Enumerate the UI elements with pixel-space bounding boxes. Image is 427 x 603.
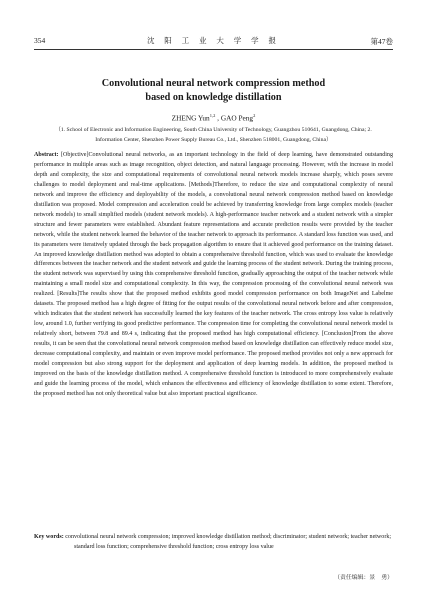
paper-title xyxy=(34,77,393,105)
objective-text: Convolutional neural networks, as an important technology in the field of deep learning, have demonstrated outstanding performance in multiple areas such as image recognition, object detection, and natural language processing. However, with the increase in model depth and complexity, the size and computational requirements of convolutional neural network models increase sharply, which poses severe challenges to model deployment and real-time applications. xyxy=(34,152,393,188)
results-label: [Results] xyxy=(57,291,80,298)
volume-number: 第47卷 xyxy=(370,37,393,46)
author-affiliation-mark: 2 xyxy=(253,113,256,118)
author-name: ZHENG Yun xyxy=(171,113,210,123)
affiliation: （1. School of Electronic and Information Engineering, South China University of Technology, Guangzhou 510641, Guangdong, China; 2. Information Center, Shenzhen Power Supply Bureau Co., Ltd., Shenzhen 518001, Guangdong, China） xyxy=(55,127,372,143)
objective-label: [Objective] xyxy=(60,152,89,158)
header-rule xyxy=(34,49,393,50)
abstract xyxy=(34,151,393,400)
author-affiliation-mark: 1,2 xyxy=(209,113,216,118)
methods-text: Therefore, to reduce the size and computational complexity of neural network and improve the efficiency and deployability of the models, a convolutional neural network compression method based on knowledge distillation was proposed. Model compression and acceleration could be achieved by transferring knowledge from large complex models (teacher network models) to small simplified models (student network models). A high-performance teacher network and a student network with a simpler structure and fewer parameters were established. Abundant feature representations and accurate prediction results were provided by the teacher network, while the student network learned the behavior of the teacher network to approach its performance. A standard loss function was used, and its parameters were iteratively updated through the back propagation algorithm to ensure that it achieved good performance on the training dataset. An improved knowledge distillation method was adopted to obtain a comprehensive threshold function, which was used to evaluate the knowledge differences between the teacher network and the student network and guide the learning process of the student network. During the training process, the student network was supervised by using this comprehensive threshold function, gradually approaching the output of the teacher network while maintaining a small model size and computational complexity. In this way, the compression processing of the convolutional neural network was realized. xyxy=(34,181,393,298)
page-number: 354 xyxy=(34,36,46,45)
conclusion-label: [Conclusion] xyxy=(321,331,354,338)
conclusion-text: From the above results, it can be seen that the convolutional neural network compression method based on knowledge distillation can effectively reduce model size, decrease computational complexity, and maintain or even improve model performance. The proposed method provides not only a new approach for model compression but also strong support for the deployment and application of deep learning models. In addition, the proposed method is improved on the basis of the knowledge distillation method. A comprehensive threshold function is introduced to more comprehensively evaluate and guide the learning process of the model, which enhances the effectiveness and efficiency of knowledge distillation to some extent. Therefore, the proposed method has not only theoretical value but also important practical significance. xyxy=(34,331,394,397)
author-name: GAO Peng xyxy=(220,113,254,123)
keywords-label: Key words: xyxy=(34,534,64,540)
running-header xyxy=(34,34,393,48)
abstract-label: Abstract: xyxy=(34,152,59,158)
author-list: ZHENG Yun$^{1,2}$ , GAO Peng$^2$ xyxy=(171,113,256,123)
keywords xyxy=(34,533,393,553)
results-text: The results show that the proposed method exhibits good model compression performance on both ImageNet and Labelme datasets. The proposed method has a high degree of fitting for the output results of the convolutional neural network before and after compression, which indicates that the student network has successfully learned the key features of the teacher network. The cross entropy loss value is relatively low, around 1.0, further verifying its good predictive performance. The compression time for completing the convolutional neural network model is relatively short, between 79.8 and 89.4 s, indicating that the proposed method has high computational efficiency. xyxy=(34,291,393,338)
title-line-1: Convolutional neural network compression method xyxy=(101,78,326,89)
journal-name: 沈 阳 工 业 大 学 学 报 xyxy=(146,36,281,45)
title-line-2: based on knowledge distillation xyxy=(145,92,282,103)
keywords-text: convolutional neural network compression; improved knowledge distillation method; discriminator; student network; teacher network; standard loss function; comprehensive threshold function; cross entropy loss value xyxy=(65,534,392,550)
responsible-editor: （责任编辑：景 勇） xyxy=(334,575,393,581)
methods-label: [Methods] xyxy=(188,181,215,188)
